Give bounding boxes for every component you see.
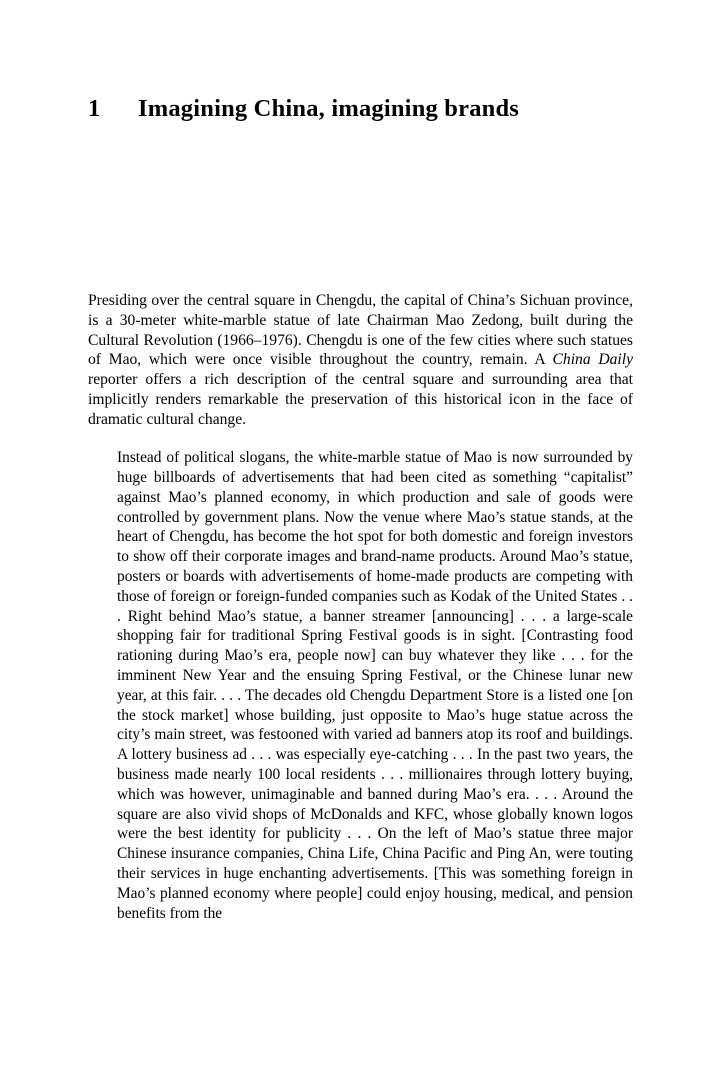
lead-paragraph — [88, 291, 633, 429]
chapter-title: Imagining China, imagining brands — [138, 95, 520, 122]
chapter-number: 1 — [88, 95, 101, 122]
lead-paragraph-text-1: Presiding over the central square in Chengdu, the capital of China’s Sichuan province, is a 30-meter white-marble statue of late Chairman Mao Zedong, built during the Cultural Revolution (1966–1976). Chengdu is one of the few cities where such statues of Mao, which were once visible throughout the country, remain. A — [88, 292, 633, 369]
publication-name-italic: China Daily — [552, 351, 634, 369]
block-quote: Instead of political slogans, the white-marble statue of Mao is now surrounded by huge billboards of advertisements that had been cited as something “capitalist” against Mao’s planned economy, in which production and sale of goods were controlled by government plans. Now the venue where Mao’s statue stands, at the heart of Chengdu, has become the hot spot for both domestic and foreign investors to show off their corporate images and brand-name products. Around Mao’s statue, posters or boards with advertisements of home-made products are competing with those of foreign or foreign-funded companies such as Kodak of the United States . . . Right behind Mao’s statue, a banner streamer [announcing] . . . a large-scale shopping fair for traditional Spring Festival goods is in sight. [Contrasting food rationing during Mao’s era, people now] can buy whatever they like . . . for the imminent New Year and the ensuing Spring Festival, or the Chinese lunar new year, at this fair. . . . The decades old Chengdu Department Store is a listed one [on the stock market] whose building, just opposite to Mao’s huge statue across the city’s main street, was festooned with varied ad banners atop its roof and buildings. A lottery business ad . . . was especially eye-catching . . . In the past two years, the business made nearly 100 local residents . . . millionaires through lottery buying, which was however, unimaginable and banned during Mao’s era. . . . Around the square are also vivid shops of McDonalds and KFC, whose globally known logos were the best identity for publicity . . . On the left of Mao’s statue three major Chinese insurance companies, China Life, China Pacific and Ping An, were touting their services in huge enchanting advertisements. [This was something foreign in Mao’s planned economy where people] could enjoy housing, medical, and pension benefits from the — [117, 449, 633, 922]
lead-paragraph-text-2: reporter offers a rich description of the central square and surrounding area that implicitly renders remarkable the preservation of this historical icon in the face of dramatic cultural change. — [88, 371, 633, 428]
chapter-heading — [88, 93, 633, 125]
